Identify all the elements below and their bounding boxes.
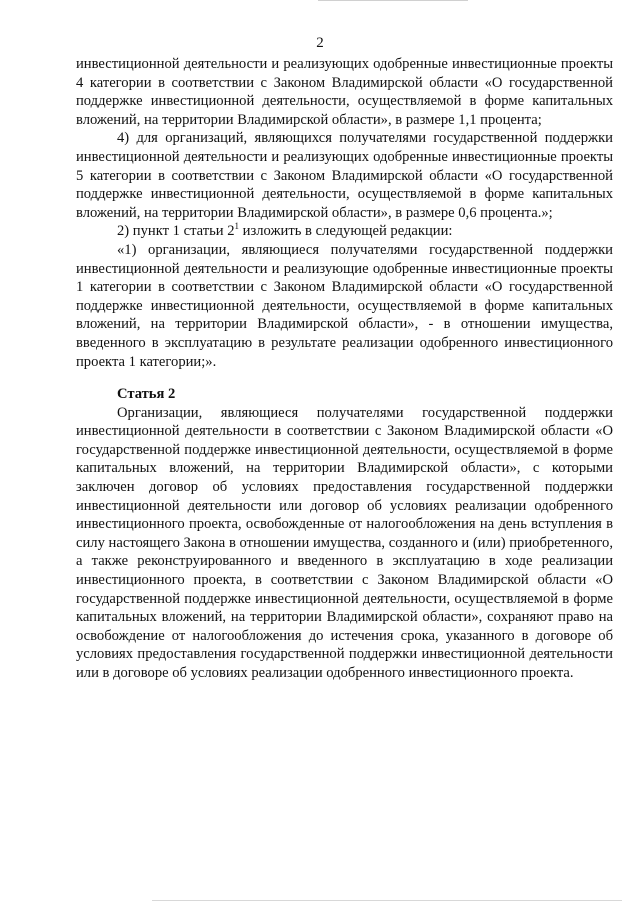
page-number: 2 xyxy=(316,35,324,51)
amendment-text-start: 2) пункт 1 статьи 2 xyxy=(117,223,235,240)
scan-edge-top xyxy=(318,0,468,1)
amendment-text-end: изложить в следующей редакции: xyxy=(239,223,453,240)
paragraph-continuation: инвестиционной деятельности и реализующих одобренные инвестиционные проекты 4 категории в соответствии с Законом Владимирской области «О государственной поддержке инвестиционной деятельности, осуществляемой в форме капитальных вложений, на территории Владимирской области», в размере 1,1 процента; xyxy=(76,56,613,128)
scan-edge-bottom xyxy=(152,900,622,901)
document-body xyxy=(76,55,613,683)
article-2-text: Организации, являющиеся получателями государственной поддержки инвестиционной деятельности в соответствии с Законом Владимирской области «О государственной поддержке инвестиционной деятельности, осуществляемой в форме капитальных вложений, на территории Владимирской области», с которыми заключен договор об условиях предоставления государственной поддержки инвестиционной деятельности или договор об условиях реализации одобренного инвестиционного проекта, освобожденные от налогообложения на день вступления в силу настоящего Закона в отношении имущества, созданного и (или) приобретенного, а также реконструированного и введенного в эксплуатацию в ходе реализации инвестиционного проекта, в соответствии с Законом Владимирской области «О государственной поддержке инвестиционной деятельности, осуществляемой в форме капитальных вложений, на территории Владимирской области», сохраняют право на освобождение от налогообложения до истечения срока, указанного в договоре об условиях предоставления государственной поддержки инвестиционной деятельности или в договоре об условиях реализации одобренного инвестиционного проекта. xyxy=(76,404,613,681)
paragraph-item-4: 4) для организаций, являющихся получателями государственной поддержки инвестиционной деятельности и реализующих одобренные инвестиционные проекты 5 категории в соответствии с Законом Владимирской области «О государственной поддержке инвестиционной деятельности, осуществляемой в форме капитальных вложений, на территории Владимирской области», в размере 0,6 процента.»; xyxy=(76,130,613,221)
article-2-heading: Статья 2 xyxy=(117,386,176,403)
article-superscript: 1 xyxy=(234,221,240,232)
paragraph-new-item-1: «1) организации, являющиеся получателями государственной поддержки инвестиционной деятельности и реализующие одобренные инвестиционные проекты 1 категории в соответствии с Законом Владимирской области «О государственной поддержке инвестиционной деятельности, осуществляемой в форме капитальных вложений, на территории Владимирской области», - в отношении имущества, введенного в эксплуатацию в результате реализации одобренного инвестиционного проекта 1 категории;». xyxy=(76,241,613,370)
paragraph-amendment-2 xyxy=(76,222,613,241)
